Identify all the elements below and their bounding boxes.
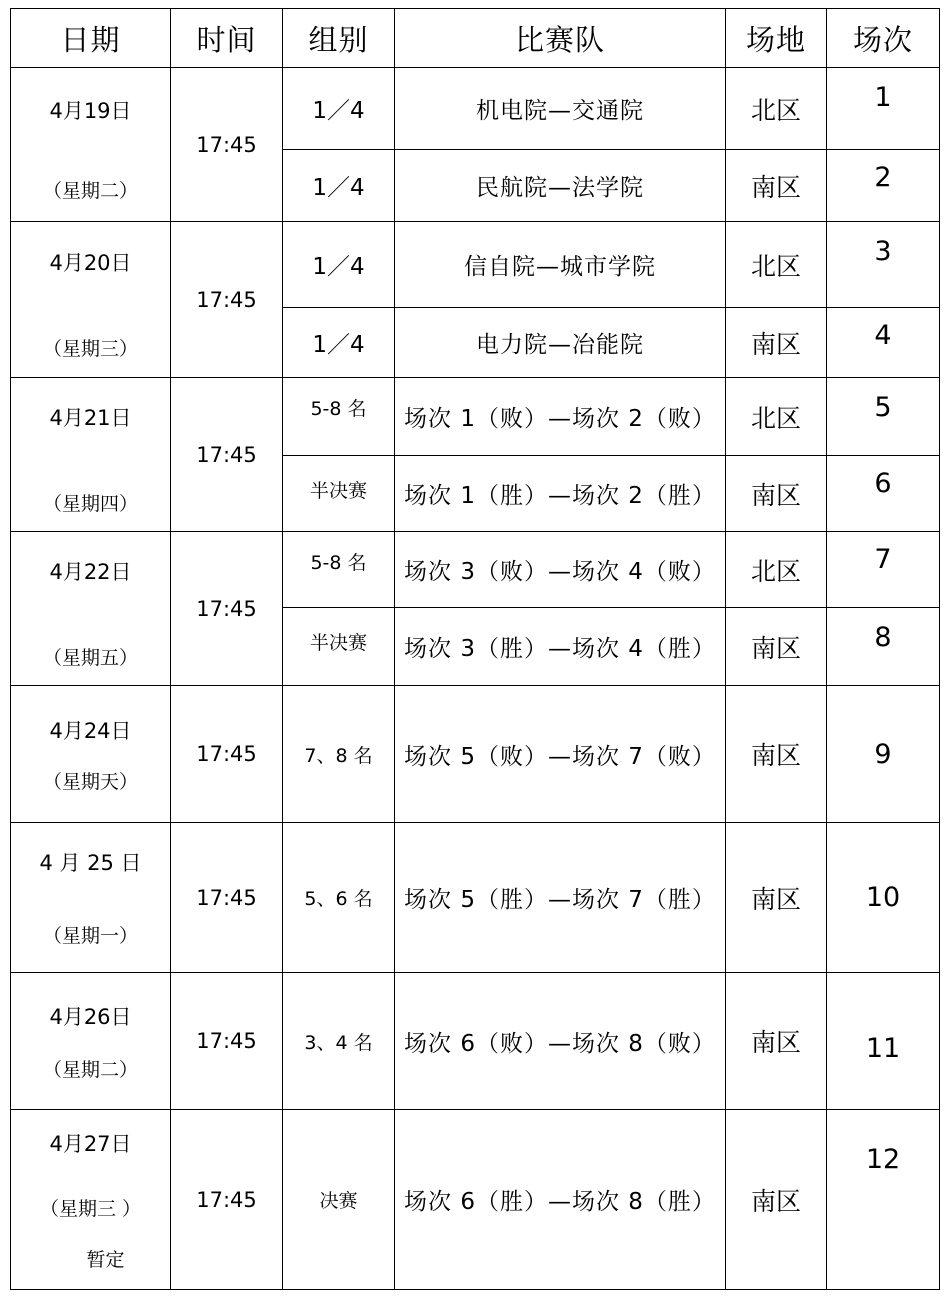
match-no-cell: 10 <box>827 823 940 973</box>
weekday-label: （星期三） <box>42 337 138 360</box>
time-cell: 17:45 <box>171 973 283 1110</box>
venue-cell: 南区 <box>726 1110 827 1290</box>
weekday-label: （星期二） <box>42 1058 138 1081</box>
match-no-cell: 1 <box>827 68 940 150</box>
venue-cell: 南区 <box>726 308 827 378</box>
time-cell: 17:45 <box>171 532 283 686</box>
match-no-cell: 4 <box>827 308 940 378</box>
header-time: 时间 <box>171 9 283 68</box>
venue-cell: 南区 <box>726 973 827 1110</box>
date-label: 4 月 25 日 <box>39 851 142 875</box>
date-cell <box>11 1110 171 1290</box>
group-cell: 7、8 名 <box>283 686 395 823</box>
date-cell <box>11 68 171 222</box>
group-cell: 5、6 名 <box>283 823 395 973</box>
weekday-label: （星期二） <box>42 179 138 202</box>
weekday-label: （星期一） <box>42 925 138 947</box>
teams-cell: 场次 6（胜）—场次 8（胜） <box>395 1110 726 1290</box>
match-no-cell: 5 <box>827 378 940 456</box>
venue-cell: 北区 <box>726 532 827 608</box>
venue-cell: 北区 <box>726 68 827 150</box>
teams-cell: 机电院—交通院 <box>395 68 726 150</box>
venue-cell: 南区 <box>726 823 827 973</box>
group-cell: 1／4 <box>283 150 395 222</box>
time-cell: 17:45 <box>171 1110 283 1290</box>
group-cell: 半决赛 <box>283 608 395 686</box>
header-venue: 场地 <box>726 9 827 68</box>
match-no-cell: 2 <box>827 150 940 222</box>
date-cell <box>11 823 171 973</box>
teams-cell: 民航院—法学院 <box>395 150 726 222</box>
match-no-cell: 11 <box>827 973 940 1110</box>
date-label: 4月20日 <box>49 250 132 275</box>
date-cell <box>11 222 171 378</box>
venue-cell: 北区 <box>726 222 827 308</box>
teams-cell: 场次 1（胜）—场次 2（胜） <box>395 456 726 532</box>
teams-cell: 场次 3（败）—场次 4（败） <box>395 532 726 608</box>
table-row <box>11 1110 940 1290</box>
match-no-cell: 12 <box>827 1110 940 1290</box>
date-label: 4月24日 <box>49 718 132 743</box>
date-label: 4月26日 <box>49 1004 132 1029</box>
weekday-label: （星期天） <box>42 770 138 793</box>
group-cell: 5-8 名 <box>283 378 395 456</box>
table-row <box>11 222 940 308</box>
table-row <box>11 532 940 608</box>
weekday-label: （星期五） <box>42 646 138 669</box>
venue-cell: 南区 <box>726 686 827 823</box>
venue-cell: 南区 <box>726 150 827 222</box>
group-cell: 1／4 <box>283 308 395 378</box>
date-cell <box>11 973 171 1110</box>
time-cell: 17:45 <box>171 823 283 973</box>
header-teams: 比赛队 <box>395 9 726 68</box>
table-row <box>11 973 940 1110</box>
table-row <box>11 823 940 973</box>
match-no-cell: 7 <box>827 532 940 608</box>
teams-cell: 场次 5（胜）—场次 7（胜） <box>395 823 726 973</box>
weekday-label: （星期四） <box>42 492 138 515</box>
tentative-note: 暂定 <box>86 1248 125 1271</box>
time-cell: 17:45 <box>171 378 283 532</box>
header-match-no: 场次 <box>827 9 940 68</box>
header-row <box>11 9 940 68</box>
teams-cell: 电力院—冶能院 <box>395 308 726 378</box>
match-no-cell: 9 <box>827 686 940 823</box>
time-cell: 17:45 <box>171 222 283 378</box>
teams-cell: 场次 5（败）—场次 7（败） <box>395 686 726 823</box>
venue-cell: 南区 <box>726 456 827 532</box>
match-no-cell: 8 <box>827 608 940 686</box>
match-no-cell: 6 <box>827 456 940 532</box>
teams-cell: 信自院—城市学院 <box>395 222 726 308</box>
date-label: 4月19日 <box>49 98 132 123</box>
date-label: 4月27日 <box>49 1131 132 1156</box>
date-label: 4月21日 <box>49 405 132 430</box>
venue-cell: 南区 <box>726 608 827 686</box>
time-cell: 17:45 <box>171 686 283 823</box>
venue-cell: 北区 <box>726 378 827 456</box>
teams-cell: 场次 1（败）—场次 2（败） <box>395 378 726 456</box>
teams-cell: 场次 6（败）—场次 8（败） <box>395 973 726 1110</box>
match-no-cell: 3 <box>827 222 940 308</box>
date-label: 4月22日 <box>49 559 132 584</box>
date-cell <box>11 532 171 686</box>
header-group: 组别 <box>283 9 395 68</box>
weekday-label: （星期三 ） <box>39 1197 142 1220</box>
group-cell: 3、4 名 <box>283 973 395 1110</box>
time-cell: 17:45 <box>171 68 283 222</box>
date-cell <box>11 378 171 532</box>
date-cell <box>11 686 171 823</box>
group-cell: 1／4 <box>283 222 395 308</box>
group-cell: 半决赛 <box>283 456 395 532</box>
teams-cell: 场次 3（胜）—场次 4（胜） <box>395 608 726 686</box>
group-cell: 决赛 <box>283 1110 395 1290</box>
group-cell: 5-8 名 <box>283 532 395 608</box>
table-row <box>11 378 940 456</box>
header-date: 日期 <box>11 9 171 68</box>
table-row <box>11 686 940 823</box>
schedule-table <box>10 8 940 1290</box>
table-row <box>11 68 940 150</box>
group-cell: 1／4 <box>283 68 395 150</box>
